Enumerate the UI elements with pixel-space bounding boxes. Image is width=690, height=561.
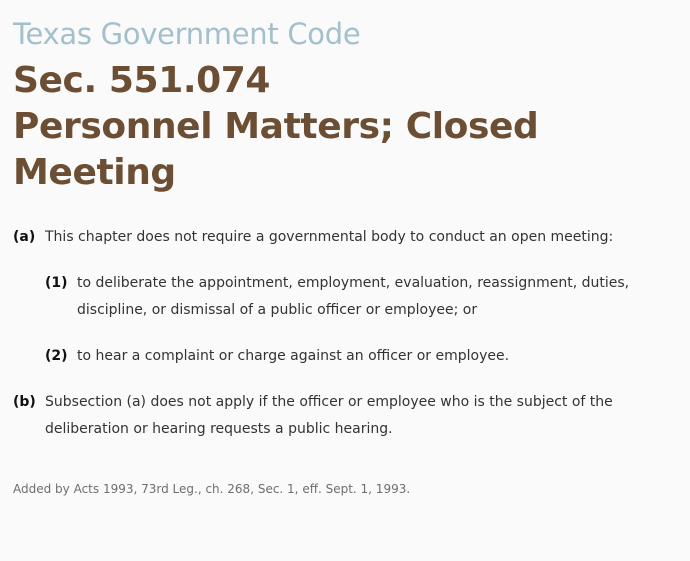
- subdivision-2: [45, 343, 678, 370]
- subsection-text: Subsection (a) does not apply if the officer or employee who is the subject of the deliberation or hearing requests a public hearing.: [45, 394, 613, 437]
- subsection-a: [13, 224, 678, 251]
- statute-page: [13, 16, 678, 497]
- section-title: Personnel Matters; Closed Meeting: [13, 106, 539, 193]
- section-number: Sec. 551.074: [13, 60, 271, 101]
- subsection-label: (a): [13, 229, 36, 245]
- history-note: Added by Acts 1993, 73rd Leg., ch. 268, Sec. 1, eff. Sept. 1, 1993.: [13, 482, 411, 496]
- subsection-label: (b): [13, 394, 36, 410]
- subsection-text: This chapter does not require a governmental body to conduct an open meeting:: [45, 229, 614, 245]
- subdivision-label: (1): [45, 275, 68, 291]
- code-name: Texas Government Code: [13, 17, 361, 51]
- subsection-b: [13, 389, 678, 443]
- subdivision-1: [45, 270, 678, 324]
- subdivision-label: (2): [45, 348, 68, 364]
- statute-body: [13, 224, 678, 443]
- subdivision-text: to deliberate the appointment, employment, evaluation, reassignment, duties, discipline, or dismissal of a public officer or employee; or: [77, 275, 630, 318]
- section-heading: [13, 58, 678, 196]
- subdivision-text: to hear a complaint or charge against an officer or employee.: [77, 348, 510, 364]
